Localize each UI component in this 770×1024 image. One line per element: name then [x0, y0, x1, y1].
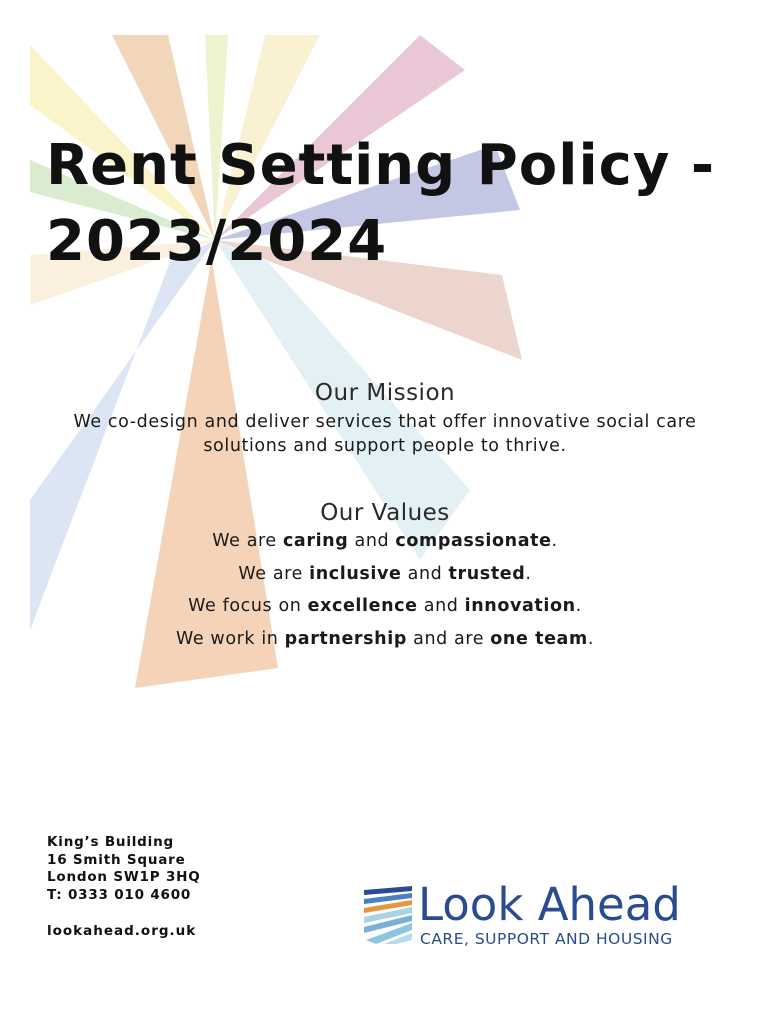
value-line: [0, 531, 770, 551]
value-keyword: caring: [282, 531, 349, 551]
value-text: .: [587, 629, 594, 649]
value-text: .: [575, 596, 582, 616]
mission-heading: Our Mission: [314, 380, 456, 406]
value-text: and: [417, 596, 465, 616]
address-building: King’s Building: [47, 834, 174, 850]
value-text: We focus on: [188, 596, 308, 616]
value-keyword: compassionate: [395, 531, 552, 551]
value-line: [0, 596, 770, 616]
value-text: and: [401, 564, 449, 584]
value-keyword: partnership: [284, 629, 407, 649]
value-keyword: trusted: [448, 564, 526, 584]
value-keyword: excellence: [307, 596, 418, 616]
logo-tagline: CARE, SUPPORT AND HOUSING: [420, 930, 673, 948]
value-text: and: [348, 531, 396, 551]
title-line-2: 2023/2024: [46, 209, 388, 274]
value-text: and are: [406, 629, 491, 649]
address-phone: T: 0333 010 4600: [47, 886, 192, 903]
values-heading: Our Values: [320, 500, 450, 526]
mission-text: We co-design and deliver services that offer innovative social care solutions and support people to thrive.: [73, 412, 697, 456]
value-text: We work in: [176, 629, 285, 649]
value-keyword: innovation: [464, 596, 576, 616]
value-text: We are: [238, 564, 310, 584]
document-title: [46, 128, 746, 280]
value-keyword: inclusive: [309, 564, 402, 584]
value-text: We are: [212, 531, 283, 551]
value-text: .: [551, 531, 558, 551]
value-line: [0, 629, 770, 649]
value-text: .: [525, 564, 532, 584]
website-link[interactable]: lookahead.org.uk: [47, 923, 197, 939]
title-line-1: Rent Setting Policy -: [46, 133, 716, 198]
value-line: [0, 564, 770, 584]
postal-address: [47, 834, 201, 904]
logo-name: Look Ahead: [418, 878, 681, 931]
address-city: London SW1P 3HQ: [47, 869, 201, 885]
address-street: 16 Smith Square: [47, 851, 186, 868]
value-keyword: one team: [490, 629, 588, 649]
